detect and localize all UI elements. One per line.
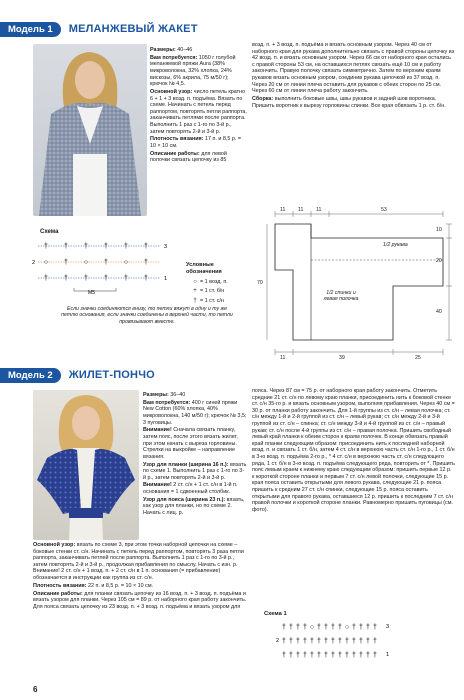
schema-stitch-icon: † [104, 275, 108, 282]
paragraph [143, 400, 247, 426]
model2-title: ЖИЛЕТ-ПОНЧО [68, 368, 155, 381]
paragraph [143, 497, 247, 517]
paragraph [33, 583, 247, 590]
schema2-stitch-icon: ○ [344, 624, 350, 631]
paragraph-heading: Основной узор: [33, 542, 76, 548]
page-number: 6 [33, 685, 38, 694]
schema2-stitch-icon: † [303, 638, 307, 645]
paragraph-text: для левой полочки связать цепочку из 85 [150, 150, 227, 164]
model1-note: Если значки соединяются внизу, то петли вяжут в одну и ту же петлю основания, если значки соединены в верхней части, то петли провязывают вместе. [61, 306, 233, 325]
model1-title: МЕЛАНЖЕВЫЙ ЖАКЕТ [68, 22, 198, 35]
schema2-row-number: 1 [386, 652, 390, 658]
schema2-stitch-icon: † [317, 638, 321, 645]
paragraph-text: возд. п. + 3 возд. п. подъёма и вязать основным узором. Через 40 см от наборного края для рукава дополнительно связать с правой стороны цепочку из 42 возд. п. и вязать основным узором. Через 66 см от наборного края остались с правой стороны 53 см, на оставшихся петлях связать ещё 10 см и работу закончить. Правую полочку связать симметрично. Затем по верхним краям рукавов вязать основным узором, соединив рукава цепочкой из 37 возд. п. Через 20 см от линии плеча оставить для рукавов с обеих сторон по 25 см. Через 60 см от линии плеча работу закончить. [252, 42, 455, 95]
model2-tab: Модель 2 [0, 368, 61, 383]
schema2-stitch-icon: † [352, 624, 356, 631]
paragraph [150, 151, 247, 164]
model1-schema-title: Схема [40, 229, 59, 235]
schema-rapport-bracket [74, 288, 116, 291]
model1-schema [30, 236, 170, 298]
schema2-stitch-icon: † [310, 638, 314, 645]
schema2-stitch-icon: † [324, 652, 328, 659]
model2-schema-diagram [262, 618, 412, 668]
model2-photo-image [33, 390, 139, 540]
paragraph-heading: Размеры: [143, 392, 169, 398]
schema2-stitch-icon: † [317, 624, 321, 631]
paragraph-text: вязать, как узор для планки, но по схеме 2. Начать с лиц. р. [143, 496, 245, 517]
legend-symbol-icon: + [193, 288, 197, 295]
paragraph-heading: Размеры: [150, 47, 176, 53]
paragraph [252, 96, 455, 109]
paragraph [143, 482, 247, 495]
schema-stitch-icon: † [104, 259, 108, 266]
schema2-stitch-icon: † [352, 638, 356, 645]
paragraph [252, 42, 455, 95]
schema2-stitch-icon: † [373, 624, 377, 631]
paragraph-text: 1050 г голубой меланжевой пряжи Aura (38% микроволокна, 32% хлопка, 24% вискозы, 6% акрила, 75 м/50 г); крючок № 4,5. [150, 54, 236, 88]
schema-row-number: 3 [164, 244, 168, 250]
schema-stitch-icon: † [64, 275, 68, 282]
paragraph-heading: Узор для планки (ширина 16 п.): [143, 461, 229, 468]
pattern-dim-top-3: 11 [316, 207, 322, 213]
model1-header [0, 22, 300, 37]
model2-schema [262, 618, 412, 668]
schema-stitch-icon: † [84, 243, 88, 250]
paragraph-heading: Плотность вязания: [150, 136, 204, 143]
legend-symbol-icon: † [193, 297, 197, 304]
schema-stitch-icon: † [144, 259, 148, 266]
model1-photo-image [33, 44, 147, 216]
schema2-stitch-icon: † [289, 652, 293, 659]
schema2-row-number: 3 [386, 624, 390, 630]
pattern-dim-bot-3: 25 [415, 355, 421, 361]
schema-stitch-icon: † [144, 275, 148, 282]
paragraph [252, 388, 455, 513]
schema2-stitch-icon: † [366, 638, 370, 645]
schema2-stitch-icon: † [338, 638, 342, 645]
schema-stitch-icon: † [104, 243, 108, 250]
schema2-stitch-icon: † [359, 638, 363, 645]
paragraph-text: 36–40 [168, 392, 186, 398]
pattern-dim-right-bot: 40 [436, 309, 442, 315]
schema2-stitch-icon: † [296, 652, 300, 659]
schema2-stitch-icon: † [331, 624, 335, 631]
legend-symbol-icon: ○ [193, 279, 197, 285]
schema-stitch-icon: † [124, 243, 128, 250]
schema2-stitch-icon: † [303, 652, 307, 659]
pattern-dim-bot-2: 39 [339, 355, 345, 361]
schema2-stitch-icon: † [366, 624, 370, 631]
paragraph [150, 47, 247, 54]
schema-stitch-icon: † [44, 275, 48, 282]
schema2-stitch-icon: † [317, 652, 321, 659]
schema2-stitch-icon: † [345, 638, 349, 645]
schema2-stitch-icon: † [289, 638, 293, 645]
paragraph-text: выполнить боковые швы, швы рукавов и задний шов воротника. Пришить воротник к вырезу горловины спинки. Все края обвязать 1 р. ст. б/н. [252, 95, 446, 109]
schema-rapport-label: М5 [88, 290, 95, 296]
model2-description-col1-bottom [33, 542, 247, 612]
paragraph-text: 2 ст. с/н + 1 ст. с/н в 1-й п. основания = 1 сдвоенный столбик. [143, 482, 238, 496]
paragraph [33, 591, 247, 611]
schema-stitch-icon: † [64, 243, 68, 250]
pattern-label-back: 1/2 спинки и левая полочка [323, 290, 359, 303]
model1-description-col2 [252, 42, 455, 110]
schema2-stitch-icon: † [303, 624, 307, 631]
legend-title: Условные обозначения [186, 262, 222, 275]
paragraph-heading: Внимание! [143, 427, 172, 434]
paragraph-text: пояса. Через 87 см = 75 р. от наборного края работу закончить. Отметить средние 21 ст. с/н по левому краю планки, присоединить нить к боковой стенке ст. с/н 35-го р. и вязать основным узором, выполняя прибавления. Через 40 см = 30 р. от планки работу закончить. Для 1-й группы из ст. с/н – левая полочка; ст. с/н между 1-й и 2-й группой из ст. с/н – левый рукав; ст. с/н между 2-й и 3-й группой из ст. с/н – спинка; ст. с/н между 3-й и 4-й группой из ст. с/н – правый рукав; ст. с/н после 4-й группы из ст. с/н – правая полочка. Пришить свободный левый край планки к обеим сторон к краям полочек. В конце обвязать правый край планки следующим образом: присоединить нить к последней наборной возд. п. и связать 1 ст. б/н, затем 4 ст. с/н в верхнюю часть ст. с/н 1-го р., 1 ст. б/н в 3-ю возд. п. подъёма 2-го р., * 4 ст. с/н в верхнюю часть ст. с/н следующего ряда, 1 ст. б/н в 3-ю возд. п. подъёма следующего ряда, повторить от *. Пришить пояс левым краем к нижнему краю следующим образом: пришить первые 12 р. к короткой стороне планки и первым 7 ст. с/н левой полочки, следующие 15 р. края пояса оставить открытыми для левого рукава, следующие 21 р. пояса пришить к средним 27 ст. с/н спинки, следующие 15 р. пояса оставить открытыми для правого рукава, оставшиеся 12 р. пришить к последним 7 ст. с/н правой полочки и короткой стороне планки. Равномерно пришить пуговицы (см. фото). [252, 388, 455, 513]
paragraph [143, 462, 247, 482]
legend [190, 279, 250, 307]
paragraph-text: 40–46 [175, 47, 193, 53]
paragraph [33, 542, 247, 582]
schema2-stitch-icon: † [324, 638, 328, 645]
schema-stitch-icon: ○ [83, 259, 89, 266]
legend-item [190, 279, 250, 286]
schema-stitch-icon: ○ [123, 259, 129, 266]
paragraph-heading: Узор для пояса (ширина 23 п.): [143, 496, 226, 503]
pattern-dim-right-top: 10 [436, 227, 442, 233]
schema2-stitch-icon: † [289, 624, 293, 631]
model1-schema-diagram [30, 236, 170, 298]
schema2-stitch-icon: † [373, 638, 377, 645]
schema2-stitch-icon: † [282, 624, 286, 631]
model1-description-col1 [150, 47, 247, 165]
model2-schema-title: Схема 1 [264, 611, 287, 617]
paragraph-text: 400 г синей пряжи New Cotton (60% хлопка, 40% микроволокна, 140 м/50 г); крючок № 3,5; 3 пуговицы. [143, 399, 247, 426]
paragraph [150, 136, 247, 149]
paragraph-heading: Вам потребуется: [150, 54, 198, 61]
model2-photo [33, 390, 139, 540]
pattern-dim-top-4: 53 [381, 207, 387, 213]
schema2-stitch-icon: † [338, 652, 342, 659]
paragraph-text: 17 п. и 8,5 р. = 10 × 10 см. [150, 136, 242, 149]
schema-stitch-icon: ○ [43, 259, 49, 266]
paragraph [150, 89, 247, 135]
schema2-stitch-icon: † [352, 652, 356, 659]
schema-stitch-icon: † [144, 243, 148, 250]
paragraph [143, 392, 247, 399]
pattern-label-sleeve: 1/2 рукава [383, 242, 408, 248]
paragraph-heading: Основной узор: [150, 88, 193, 95]
paragraph-heading: Описание работы: [33, 590, 83, 597]
schema2-stitch-icon: † [359, 652, 363, 659]
legend-text: = 1 ст. с/н [200, 297, 224, 304]
paragraph-text: 22 п. и 8,5 р. = 10 × 10 см. [86, 582, 154, 589]
pattern-dim-top-2: 11 [298, 207, 304, 213]
legend-item [190, 298, 250, 305]
schema-stitch-icon: † [64, 259, 68, 266]
paragraph-heading: Плотность вязания: [33, 582, 87, 589]
schema2-stitch-icon: † [366, 652, 370, 659]
paragraph-text: вязать по схеме 3, при этом точки наборной цепочки на схеме – боковые стенки ст. с/н. Начинать с петель перед раппортом, повторять 3 раза петли раппорта, заканчивать петлей после раппорта. Выполнить 1 раз с 1-го по 3-й р., затем повторять 2-й и 3-й р., продолжая прибавления по смыслу. Начать с изн. р. Внимание! 2 ст. с/н + 1 возд. п. + 2 ст. с/н в 1 п. основания (= прибавление) обозначается в инструкции как группа из ст. с/н. [33, 542, 244, 581]
model2-description-col1-top [143, 392, 247, 518]
paragraph [143, 427, 247, 460]
schema2-stitch-icon: † [345, 652, 349, 659]
schema2-stitch-icon: † [359, 624, 363, 631]
paragraph-text: число петель кратно 6 + 1 + 3 возд. п. подъёма. Вязать по схеме. Начинать с петель перед раппортом, повторять петли раппорта, заканчивать петлями после раппорта. Выполнить 1 раз с 1-го по 3-й р., затем повторять 2-й и 3-й р. [150, 88, 247, 135]
paragraph-heading: Описание работы: [150, 150, 200, 157]
pattern-dim-top-1: 11 [280, 207, 286, 213]
schema2-stitch-icon: † [338, 624, 342, 631]
paragraph-heading: Внимание! [143, 482, 172, 489]
paragraph-heading: Вам потребуется: [143, 399, 191, 406]
schema-stitch-icon: † [124, 275, 128, 282]
model1-photo [33, 44, 147, 216]
paragraph-text: вязать по схеме 1. Выполнить 1 раз с 1-го по 3-й р., затем повторять 2-й и 3-й р. [143, 461, 247, 481]
paragraph [150, 55, 247, 88]
model1-pattern [253, 200, 457, 370]
schema-row-number: 2 [32, 260, 36, 266]
schema2-row-number: 2 [276, 638, 280, 644]
schema2-stitch-icon: † [282, 638, 286, 645]
schema2-stitch-icon: ○ [309, 624, 315, 631]
schema2-stitch-icon: † [331, 638, 335, 645]
model1-tab: Модель 1 [0, 22, 61, 37]
schema2-stitch-icon: † [331, 652, 335, 659]
paragraph-text: Сначала связать планку, затем пояс, после этого вязать жилет, при этом начать с выреза горловины. Стрелки на выкройке – направление вязания. [143, 427, 238, 460]
schema-stitch-icon: † [84, 275, 88, 282]
pattern-dim-left: 70 [257, 280, 263, 286]
schema-row-number: 1 [164, 276, 168, 282]
model1-pattern-diagram [253, 200, 457, 370]
schema-stitch-icon: † [44, 243, 48, 250]
schema2-stitch-icon: † [324, 624, 328, 631]
model2-header [0, 368, 300, 383]
schema2-stitch-icon: † [296, 624, 300, 631]
legend-text: = 1 ст. б/н [200, 288, 225, 295]
legend-text: = 1 возд. п. [200, 279, 228, 285]
pattern-dim-bot-1: 11 [280, 355, 286, 361]
paragraph-text: для планки связать цепочку из 16 возд. п. + 3 возд. п. подъёма и вязать узором для планки. Через 105 см = 89 р. от наборного края работу закончить. Для пояса связать цепочку из 23 возд. п. + 3 возд. п. подъёма и вязать узором для [33, 590, 247, 610]
paragraph-heading: Сборка: [252, 95, 274, 102]
schema2-stitch-icon: † [296, 638, 300, 645]
schema2-stitch-icon: † [310, 652, 314, 659]
pattern-dim-right-mid: 20 [436, 258, 442, 264]
legend-item [190, 288, 250, 295]
model2-description-col2 [252, 388, 455, 514]
schema2-stitch-icon: † [373, 652, 377, 659]
schema2-stitch-icon: † [282, 652, 286, 659]
